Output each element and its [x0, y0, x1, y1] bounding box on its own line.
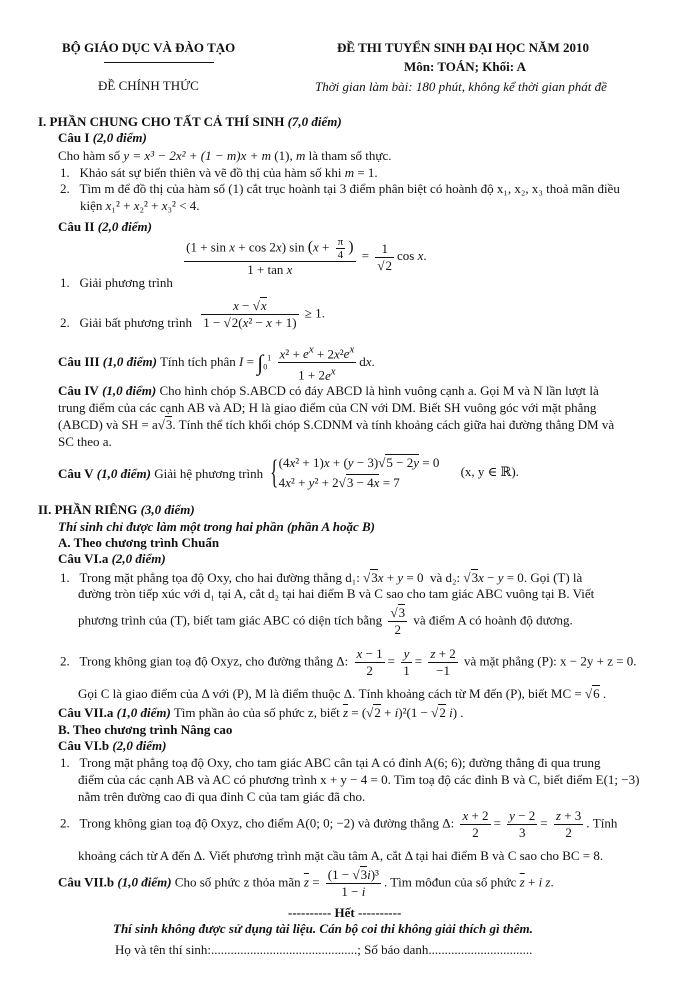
part2-note: Thí sinh chỉ được làm một trong hai phần (phần A hoặc B)	[58, 519, 375, 534]
q6a-1-line-1: 1. Trong mặt phẳng tọa độ Oxy, cho hai đường thẳng d₁: √3x + y = 0 và d₂: √3x − y = 0. Gọi (T) là	[60, 570, 583, 585]
end-marker: ---------- Hết ----------	[288, 905, 402, 920]
q6a-2-line-2: Gọi C là giao điểm của Δ với (P), M là điểm thuộc Δ. Tính khoảng cách từ M đến (P), biết MC = √6 .	[78, 686, 607, 701]
q2-item-1: 1. Giải phương trình (1 + sin x + cos 2x) sin (x + $\frac{\pi}{4}$ ) 1 + tan x = $\frac{1}{√2}$ cos x.	[60, 236, 427, 290]
q3: Câu III (1,0 điểm) Tính tích phân $I = \int_0^1$ $\frac{x^2 + e^x + 2x^2e^x}{1 + 2e^x}$ dx.	[58, 344, 375, 383]
part1-heading: I. PHẦN CHUNG CHO TẤT CẢ THÍ SINH (7,0 điểm)	[38, 114, 342, 129]
q6b-1-line-3: nằm trên đường cao đi qua đỉnh C của tam giác đã cho.	[78, 789, 366, 804]
q2-item-2: 2. Giải bất phương trình $\frac{x - √x}{\text{1 − √2(x² − x + 1)}}$ ≥ 1.	[60, 298, 325, 331]
q6a-heading: Câu VI.a (2,0 điểm)	[58, 551, 166, 566]
q1-heading: Câu I (2,0 điểm)	[58, 130, 147, 145]
q6b-1-line-1: 1. Trong mặt phẳng toạ độ Oxy, cho tam giác ABC cân tại A có đỉnh A(6; 6); đường thẳng đi qua trung	[60, 755, 601, 770]
q4-line-4: SC theo a.	[58, 434, 112, 449]
q7b: Câu VII.b (1,0 điểm) Cho số phức z thỏa mãn $\overline{z}$ = $\frac{\text{(1 − √3i)³}}{1 - i}$ . Tìm môđun của số phức $\overline{z} + i$ z.	[58, 867, 554, 899]
q6a-2-line-1: 2. Trong không gian toạ độ Oxyz, cho đường thẳng Δ: $\frac{x - 1}{2}$ = $\frac{y}{1}$ = $\frac{z + 2}{-1}$ và mặt phẳng (P): x − 2y + z = 0.	[60, 646, 637, 678]
exam-subject: Môn: TOÁN; Khối: A	[404, 59, 526, 74]
q6a-1-line-2: đường tròn tiếp xúc với d₁ tại A, cắt d₂ tại hai điểm B và C sao cho tam giác ABC vuông tại B. Viết	[78, 586, 595, 601]
q4-line-3: (ABCD) và SH = a√3. Tính thể tích khối chóp S.CDNM và tính khoảng cách giữa hai đường thẳng DM và	[58, 417, 615, 432]
q4-line-2: trung điểm của các cạnh AB và AD; H là giao điểm của CN với DM. Biết SH vuông góc với mặt phẳng	[58, 400, 597, 415]
q7a: Câu VII.a (1,0 điểm) Tìm phần ảo của số phức z, biết $\overline{z} = (√2 + i)^2(1 - √2$ i) .	[58, 705, 464, 720]
ministry-name: BỘ GIÁO DỤC VÀ ĐÀO TẠO	[62, 40, 236, 55]
q2-heading: Câu II (2,0 điểm)	[58, 219, 152, 234]
footer-note: Thí sinh không được sử dụng tài liệu. Cán bộ coi thi không giải thích gì thêm.	[113, 921, 533, 936]
q5: Câu V (1,0 điểm) Giải hệ phương trình {(4x² + 1)x + (y − 3)√5 − 2y = 0 4x² + y² + 2√3 − 4x = 7 (x, y ∈ ℝ).	[58, 454, 519, 491]
header-divider	[104, 62, 214, 63]
candidate-info: Họ và tên thí sinh:.............................................; Số báo danh................................	[115, 942, 533, 957]
q4-line-1: Câu IV (1,0 điểm) Cho hình chóp S.ABCD có đáy ABCD là hình vuông cạnh a. Gọi M và N lần lượt là	[58, 383, 599, 398]
q6a-1-line-3: phương trình của (T), biết tam giác ABC có diện tích bằng $\frac{√3}{2}$ và điểm A có hoành độ dương.	[78, 605, 573, 637]
q6b-2-line-1: 2. Trong không gian toạ độ Oxyz, cho điểm A(0; 0; −2) và đường thẳng Δ: $\frac{x + 2}{2}$ = $\frac{y - 2}{3}$ = $\frac{z + 3}{2}$ . Tính	[60, 808, 618, 840]
official-label: ĐỀ CHÍNH THỨC	[98, 78, 199, 93]
q6b-2-line-2: khoảng cách từ A đến Δ. Viết phương trình mặt cầu tâm A, cắt Δ tại hai điểm B và C sao cho BC = 8.	[78, 848, 604, 863]
q1-item-2: 2. Tìm m để đồ thị của hàm số (1) cắt trục hoành tại 3 điểm phân biệt có hoành độ x₁, x₂, x₃ thoả mãn điều	[60, 181, 620, 196]
q6b-1-line-2: điểm của các cạnh AB và AC có phương trình x + y − 4 = 0. Tìm toạ độ các đỉnh B và C, biết điểm E(1; −3)	[78, 772, 640, 787]
q1-intro: Cho hàm số y = x³ − 2x² + (1 − m)x + m (1), m là tham số thực.	[58, 148, 392, 163]
q1-item-2-cont: kiện x₁² + x₂² + x₃² < 4.	[80, 198, 200, 213]
exam-time: Thời gian làm bài: 180 phút, không kể thời gian phát đề	[315, 79, 607, 94]
q1-item-1: 1. Khảo sát sự biến thiên và vẽ đồ thị của hàm số khi m = 1.	[60, 165, 378, 180]
exam-title: ĐỀ THI TUYỂN SINH ĐẠI HỌC NĂM 2010	[337, 40, 589, 55]
program-b-heading: B. Theo chương trình Nâng cao	[58, 722, 233, 737]
q6b-heading: Câu VI.b (2,0 điểm)	[58, 738, 167, 753]
part2-heading: II. PHẦN RIÊNG (3,0 điểm)	[38, 502, 195, 517]
program-a-heading: A. Theo chương trình Chuẩn	[58, 535, 220, 550]
